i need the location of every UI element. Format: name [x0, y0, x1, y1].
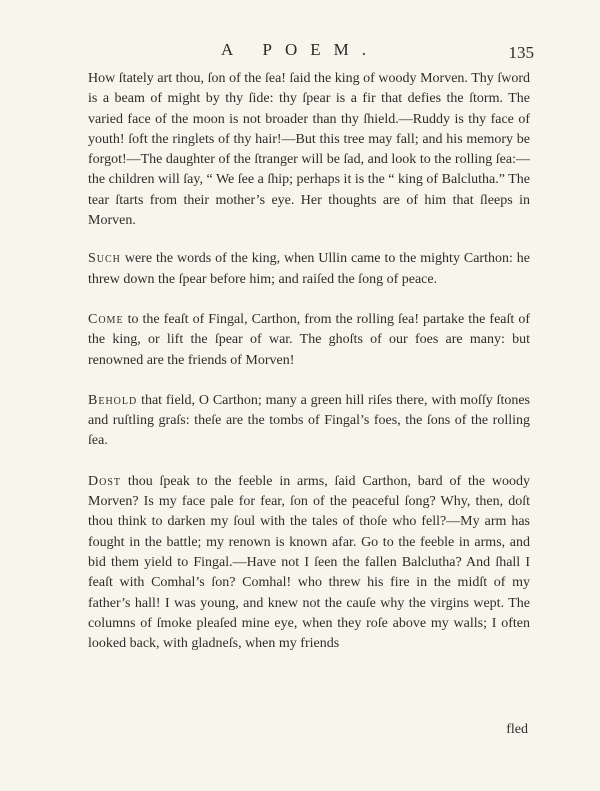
paragraph-text: that field, O Carthon; many a green hill riſes there, with moſſy ſtones and ruſtling graſs: theſe are the tombs of Fingal’s foes, the ſons of the rolling ſea. — [88, 392, 530, 449]
paragraph-lead: Behold — [88, 392, 138, 408]
paragraph-5 — [88, 472, 530, 655]
paragraph-lead: Dost — [88, 473, 122, 489]
paragraph-text: were the words of the king, when Ullin came to the mighty Carthon: he threw down the ſpear before him; and raiſed the ſong of peace. — [88, 251, 530, 287]
body-text — [88, 69, 530, 674]
page-header — [0, 40, 600, 66]
paragraph-2 — [88, 249, 530, 290]
paragraph-text: to the feaſt of Fingal, Carthon, from the rolling ſea! partake the feaſt of the king, or lift the ſpear of war. The ghoſts of our foes are many: but renowned are the friends of Morven! — [88, 311, 530, 368]
paragraph-1 — [88, 69, 530, 231]
paragraph-lead: Such — [88, 251, 121, 267]
paragraph-3 — [88, 310, 530, 371]
page-number: 135 — [508, 43, 534, 62]
running-head: A POEM. — [220, 40, 380, 59]
paragraph-4 — [88, 391, 530, 452]
paragraph-lead: Come — [88, 311, 124, 327]
paragraph-text: How ſtately art thou, ſon of the ſea! ſaid the king of woody Morven. Thy ſword is a beam of might by thy ſide: thy ſpear is a fir that defies the ſtorm. The varied face of the moon is not broader than thy ſhield.—Ruddy is thy face of youth! ſoft the ringlets of thy hair!—But this tree may fall; and his memory be forgot!—The daughter of the ſtranger will be ſad, and look to the rolling ſea:—the children will ſay, “ We ſee a ſhip; perhaps it is the “ king of Balclutha.” The tear ſtarts from their mother’s eye. Her thoughts are of him that ſleeps in Morven. — [88, 71, 530, 229]
paragraph-text: thou ſpeak to the feeble in arms, ſaid Carthon, bard of the woody Morven? Is my face pale for fear, ſon of the peaceful ſong? Why, then, doſt thou think to darken my ſoul with the tales of thoſe who fell?—My arm has fought in the battle; my renown is known afar. Go to the feeble in arms, and bid them yield to Fingal.—Have not I ſeen the fallen Balclutha? And ſhall I feaſt with Comhal’s ſon? Comhal! who threw his fire in the midſt of my father’s hall! I was young, and knew not the cauſe why the virgins wept. The columns of ſmoke pleaſed mine eye, when they roſe above my walls; I often looked back, with gladneſs, when my friends — [88, 473, 530, 652]
catchword: fled — [506, 722, 528, 737]
